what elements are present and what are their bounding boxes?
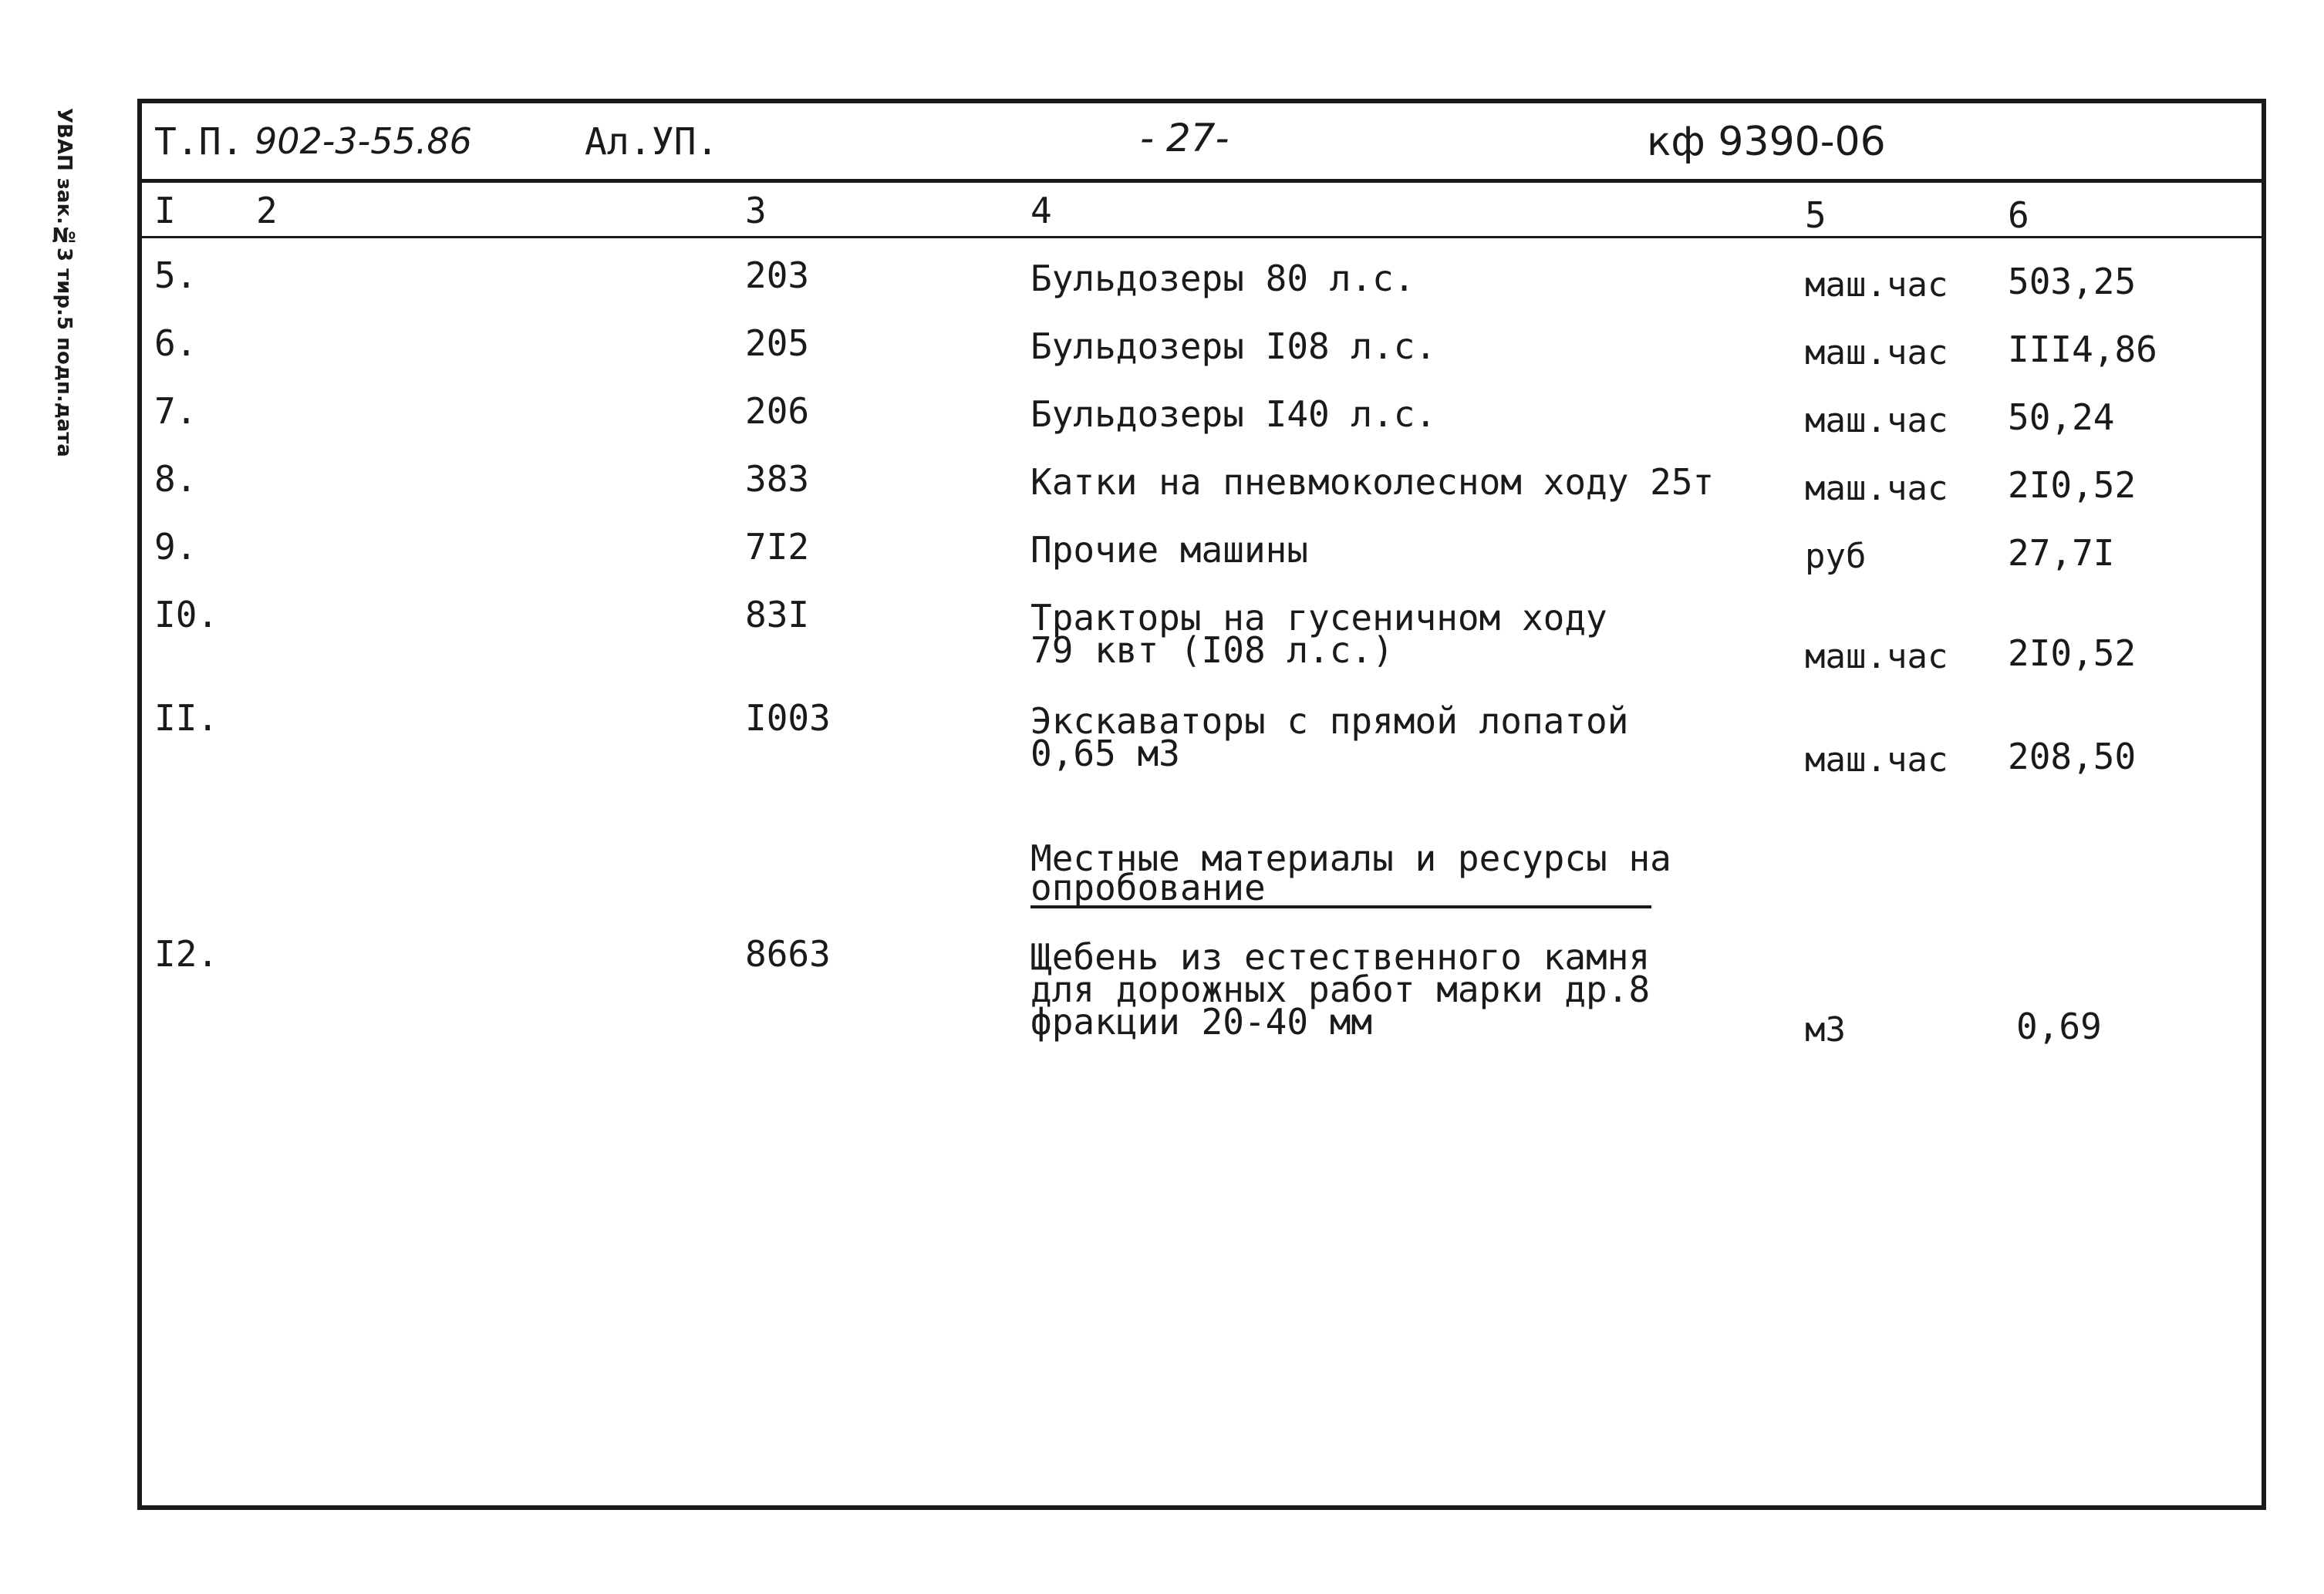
resource-code: 7I2 [745, 526, 810, 568]
unit: маш.час [1805, 740, 1948, 780]
resource-code: 205 [745, 322, 810, 364]
row-number: 6. [154, 322, 197, 364]
doc-prefix: Т.П. [154, 120, 244, 163]
resource-code: I003 [745, 697, 831, 739]
row-number: I0. [154, 594, 219, 635]
section-heading-line [1030, 867, 1651, 908]
row-number: 8. [154, 458, 197, 500]
resource-code: 83I [745, 594, 810, 635]
column-header-divider [137, 236, 2266, 238]
document-code: кф 9390-06 [1647, 119, 1886, 165]
quantity: III4,86 [2008, 329, 2157, 370]
column-header-2: 2 [256, 190, 278, 231]
row-number: II. [154, 697, 219, 739]
unit: маш.час [1805, 401, 1948, 440]
page-frame [137, 99, 2266, 1510]
page-number: - 27- [1140, 116, 1229, 160]
section-heading-line: Местные материалы и ресурсы на [1030, 837, 1671, 879]
resource-code: 8663 [745, 933, 831, 975]
margin-stamp: УВАП зак.№3 тир.5 подп.дата [52, 108, 76, 457]
unit: руб [1805, 537, 1867, 576]
resource-name: Бульдозеры I40 л.с. [1030, 393, 1437, 435]
resource-name-line: 0,65 м3 [1030, 733, 1180, 774]
resource-code: 206 [745, 390, 810, 432]
resource-name: Катки на пневмоколесном ходу 25т [1030, 461, 1715, 503]
quantity: 27,7I [2008, 532, 2115, 574]
unit: маш.час [1805, 265, 1948, 305]
quantity: 2I0,52 [2008, 632, 2137, 674]
resource-name-line: для дорожных работ марки др.8 [1030, 969, 1651, 1010]
row-number: 9. [154, 526, 197, 568]
resource-name-line: Тракторы на гусеничном ходу [1030, 597, 1607, 639]
resource-name-line: 79 квт (I08 л.с.) [1030, 629, 1394, 671]
column-header-5: 5 [1805, 194, 1826, 236]
resource-name-line: Щебень из естественного камня [1030, 936, 1651, 978]
quantity: 2I0,52 [2008, 464, 2137, 506]
resource-name-line: фракции 20-40 мм [1030, 1001, 1373, 1043]
quantity: 50,24 [2008, 396, 2115, 438]
resource-code: 383 [745, 458, 810, 500]
unit: маш.час [1805, 637, 1948, 676]
column-header-4: 4 [1030, 190, 1052, 231]
row-number: 5. [154, 254, 197, 296]
resource-name-line: Экскаваторы с прямой лопатой [1030, 700, 1629, 742]
section-heading-underlined: опробование [1030, 871, 1651, 908]
row-number: 7. [154, 390, 197, 432]
unit: маш.час [1805, 333, 1948, 372]
unit: м3 [1805, 1010, 1846, 1050]
album-label: Ал.УП. [585, 120, 719, 163]
resource-name: Прочие машины [1030, 529, 1309, 571]
header-divider [137, 179, 2266, 183]
resource-code: 203 [745, 254, 810, 296]
resource-name: Бульдозеры I08 л.с. [1030, 325, 1437, 367]
column-header-6: 6 [2008, 194, 2029, 236]
quantity: 503,25 [2008, 261, 2137, 302]
quantity: 208,50 [2008, 736, 2137, 777]
quantity: 0,69 [2016, 1006, 2102, 1047]
doc-number: 902-3-55.86 [255, 120, 472, 162]
row-number: I2. [154, 933, 219, 975]
column-header-3: 3 [745, 190, 767, 231]
resource-name: Бульдозеры 80 л.с. [1030, 258, 1415, 299]
unit: маш.час [1805, 469, 1948, 508]
column-header-1: I [154, 190, 176, 231]
